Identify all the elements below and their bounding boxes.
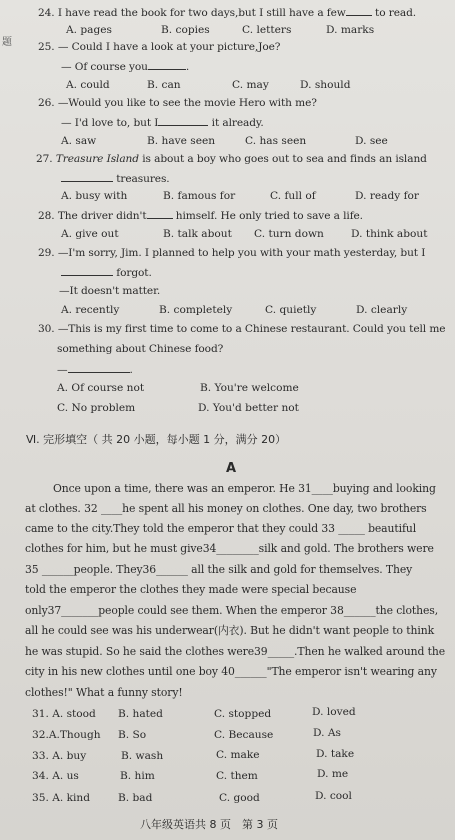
q26-option-b: B. have seen — [147, 135, 216, 147]
q29-line-1: 29. —I'm sorry, Jim. I planned to help you with your math yesterday, but I — [38, 247, 426, 259]
answer-blank — [68, 363, 130, 373]
q26-line-1: 26. —Would you like to see the movie Hero with me? — [38, 97, 317, 109]
q27-option-a: A. busy with — [61, 190, 128, 202]
q28-option-d: D. think about — [351, 228, 428, 240]
q32-option-a: 32.A.Though — [32, 729, 101, 741]
q28-line-1: 28. The driver didn't himself. He only tried to save a life. — [38, 210, 363, 222]
q29-option-a: A. recently — [61, 304, 120, 316]
answer-blank — [61, 172, 113, 182]
q27-line-2: treasures. — [61, 172, 170, 186]
passage-line: he was stupid. So he said the clothes were39_____.Then he walked around the — [25, 645, 446, 658]
passage-title: A — [226, 461, 237, 476]
q35-option-d: D. cool — [315, 790, 352, 802]
q26-line-2: — I'd love to, but I it already. — [61, 117, 264, 129]
passage-line: clothes!" What a funny story! — [25, 686, 183, 699]
q30-option-c: C. No problem — [57, 402, 136, 414]
answer-blank — [147, 209, 173, 219]
q33-option-c: C. make — [216, 749, 260, 761]
passage-line: 35 ______people. They36______ all the silk and gold for themselves. They — [25, 563, 413, 576]
q24-option-c: C. letters — [242, 24, 292, 36]
q35-option-b: B. bad — [118, 792, 153, 804]
passage-line: at clothes. 32 ____he spent all his money on clothes. One day, two brothers — [25, 502, 427, 515]
q27-option-c: C. full of — [270, 190, 316, 202]
q30-option-d: D. You'd better not — [198, 402, 299, 414]
passage-line: all he could see was his underwear(内衣). But he didn't want people to think — [25, 624, 435, 637]
q25-line-1: 25. — Could I have a look at your picture,Joe? — [38, 41, 281, 53]
q33-option-a: 33. A. buy — [32, 750, 87, 762]
q29-option-b: B. completely — [159, 304, 233, 316]
q35-option-c: C. good — [219, 792, 260, 804]
q28-option-b: B. talk about — [163, 228, 232, 240]
side-mark: 题 — [2, 37, 12, 48]
answer-blank — [61, 266, 113, 276]
q24-line-1: 24. I have read the book for two days,but I still have a few to read. — [38, 7, 417, 19]
q31-option-a: 31. A. stood — [32, 708, 96, 720]
q24-option-a: A. pages — [66, 24, 112, 36]
q29-option-c: C. quietly — [265, 304, 317, 316]
q27-line-1: 27. Treasure Island is about a boy who goes out to sea and finds an island — [36, 153, 427, 165]
q29-option-d: D. clearly — [356, 304, 408, 316]
passage-line: city in his new clothes until one boy 40______"The emperor isn't wearing any — [25, 665, 437, 678]
q28-option-a: A. give out — [61, 228, 119, 240]
q34-option-c: C. them — [216, 770, 258, 782]
q29-line-3: —It doesn't matter. — [59, 285, 161, 297]
passage-line: told the emperor the clothes they made were special because — [25, 583, 357, 596]
q31-option-d: D. loved — [312, 706, 356, 718]
q32-option-d: D. As — [313, 727, 341, 739]
q35-option-a: 35. A. kind — [32, 792, 91, 804]
q29-line-2: forgot. — [61, 266, 152, 280]
q32-option-b: B. So — [118, 729, 147, 741]
q30-line-2: something about Chinese food? — [57, 343, 224, 355]
q33-option-b: B. wash — [121, 750, 164, 762]
q28-option-c: C. turn down — [254, 228, 324, 240]
q30-line-3: — . — [57, 364, 133, 376]
q33-option-d: D. take — [316, 748, 355, 760]
q25-option-d: D. should — [300, 79, 351, 91]
page-footer: 八年级英语共 8 页 第 3 页 — [140, 818, 278, 831]
passage-line: only37_______people could see them. When the emperor 38______the clothes, — [25, 604, 439, 617]
q27-option-b: B. famous for — [163, 190, 236, 202]
q25-option-a: A. could — [66, 79, 110, 91]
q26-option-d: D. see — [355, 135, 388, 147]
q24-option-b: B. copies — [161, 24, 210, 36]
q34-option-b: B. him — [120, 770, 155, 782]
book-title: Treasure Island — [55, 153, 139, 165]
q27-option-d: D. ready for — [355, 190, 419, 202]
section-heading: Ⅵ. 完形填空（ 共 20 小题，每小题 1 分，满分 20） — [26, 433, 287, 446]
q32-option-c: C. Because — [214, 729, 274, 741]
q30-line-1: 30. —This is my first time to come to a Chinese restaurant. Could you tell me — [38, 323, 446, 335]
q34-option-d: D. me — [317, 768, 349, 780]
answer-blank — [346, 6, 372, 16]
q34-option-a: 34. A. us — [32, 770, 79, 782]
passage-line: clothes for him, but he must give34________silk and gold. The brothers were — [25, 542, 434, 555]
q26-option-c: C. has seen — [245, 135, 307, 147]
passage-line: Once upon a time, there was an emperor. He 31____buying and looking — [53, 482, 436, 495]
q30-option-a: A. Of course not — [57, 382, 145, 394]
q31-option-c: C. stopped — [214, 708, 272, 720]
q25-option-c: C. may — [232, 79, 269, 91]
q25-line-2: — Of course you . — [61, 61, 190, 73]
q31-option-b: B. hated — [118, 708, 163, 720]
answer-blank — [158, 116, 208, 126]
q24-option-d: D. marks — [326, 24, 375, 36]
q25-option-b: B. can — [147, 79, 181, 91]
passage-line: came to the city.They told the emperor that they could 33 _____ beautiful — [25, 522, 417, 535]
q26-option-a: A. saw — [61, 135, 97, 147]
q30-option-b: B. You're welcome — [200, 382, 299, 394]
answer-blank — [148, 60, 186, 70]
